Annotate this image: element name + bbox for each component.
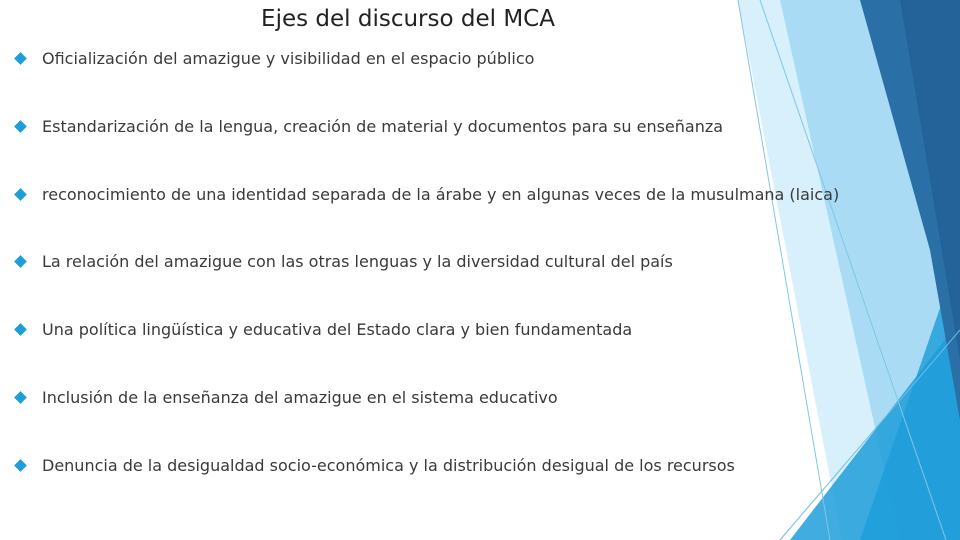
bullet-text: La relación del amazigue con las otras lenguas y la diversidad cultural del país [42,252,673,271]
bullet-text: Una política lingüística y educativa del Estado clara y bien fundamentada [42,320,633,339]
bullet-text: reconocimiento de una identidad separada de la árabe y en algunas veces de la musulmana (laica) [42,185,840,204]
bullet-text: Estandarización de la lengua, creación de material y documentos para su enseñanza [42,117,724,136]
slide-title: Ejes del discurso del MCA [261,6,555,32]
bullet-text: Denuncia de la desigualdad socio-económica y la distribución desigual de los recursos [42,456,735,475]
bullet-text: Oficialización del amazigue y visibilidad en el espacio público [42,49,535,68]
bullet-text: Inclusión de la enseñanza del amazigue en el sistema educativo [42,388,558,407]
